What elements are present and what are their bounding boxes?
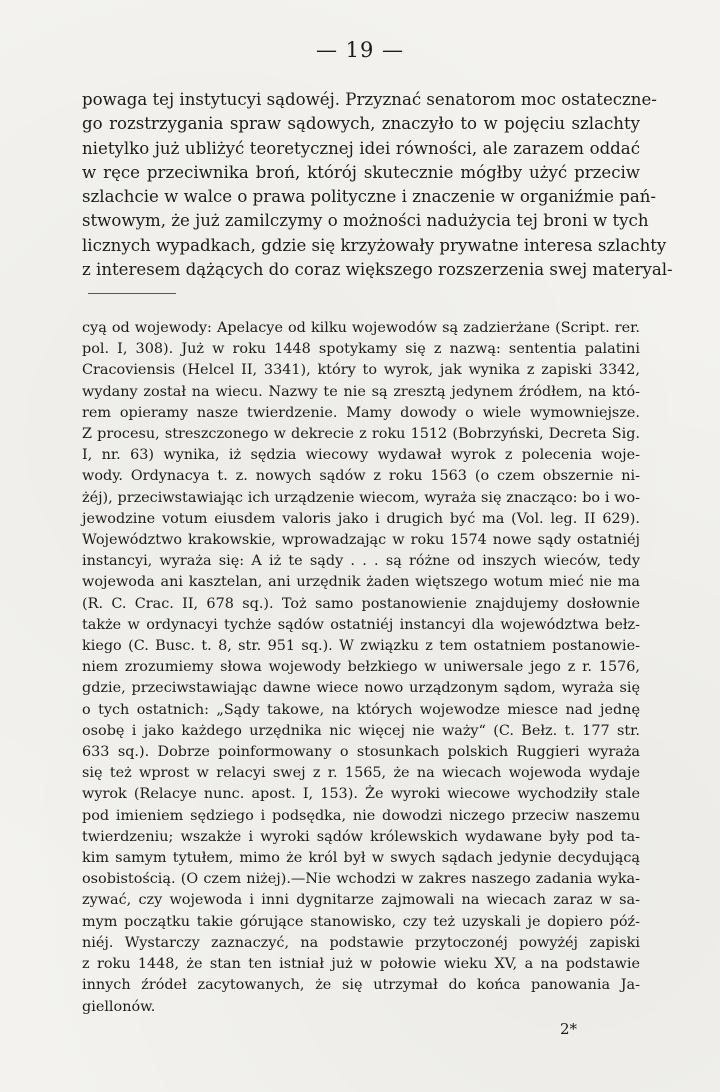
footnote-line: pol. I, 308). Już w roku 1448 spotykamy się z nazwą: sententia palatini bbox=[82, 341, 640, 358]
footnote-line: Z procesu, streszczonego w dekrecie z roku 1512 (Bobrzyński, Decreta Sig. bbox=[82, 426, 640, 443]
footnote-line: niéj. Wystarczy zaznaczyć, na podstawie przytoczonéj powyżéj zapiski bbox=[82, 934, 640, 951]
footnote-line: osobistością. (O czem niżej).—Nie wchodzi w zakres naszego zadania wyka- bbox=[82, 871, 640, 888]
footnote-line: pod imieniem sędziego i podsędka, nie dowodzi niczego przeciw naszemu bbox=[82, 807, 640, 824]
main-text-line: licznych wypadkach, gdzie się krzyżowały prywatne interesa szlachty bbox=[82, 235, 667, 255]
footnote-line: rem opieramy nasze twierdzenie. Mamy dowody o wiele wymowniejsze. bbox=[82, 404, 640, 421]
footnote-line: (R. C. Crac. II, 678 sq.). Toż samo postanowienie znajdujemy dosłownie bbox=[82, 595, 640, 612]
footnote-line: osobę i jako każdego urzędnika nic więcej nie waży“ (C. Bełz. t. 177 str. bbox=[82, 722, 640, 739]
footnote-line: kiego (C. Busc. t. 8, str. 951 sq.). W związku z tem ostatniem postanowie- bbox=[82, 638, 640, 655]
footnote-line: o tych ostatnich: „Sądy takowe, na których wojewodze miesce nad jednę bbox=[82, 701, 640, 718]
main-text-line: nietylko już ubliżyć teoretycznej idei równości, ale zarazem oddać bbox=[82, 138, 640, 158]
main-text-block bbox=[82, 88, 673, 282]
footnote-line: instancyi, wyraża się: A iż te sądy . . . są różne od inszych wieców, tedy bbox=[82, 553, 640, 570]
footnote-line: cyą od wojewody: Apelacye od kilku wojewodów są zadzierżane (Script. rer. bbox=[82, 320, 640, 336]
signature-mark: 2* bbox=[560, 1020, 578, 1038]
footnote-line: Cracoviensis (Helcel II, 3341), który to wyrok, jak wynika z zapiski 3342, bbox=[82, 362, 640, 379]
footnote-separator bbox=[88, 293, 176, 294]
footnote-line: 633 sq.). Dobrze poinformowany o stosunkach polskich Ruggieri wyraża bbox=[82, 744, 640, 761]
footnote-line: innych źródeł zacytowanych, że się utrzymał do końca panowania Ja- bbox=[82, 977, 640, 994]
footnote-line: wojewoda ani kasztelan, ani urzędnik żaden więtszego wotum mieć nie ma bbox=[82, 574, 640, 591]
footnote-line: żéj), przeciwstawiając ich urządzenie wiecom, wyraża się znacząco: bo i wo- bbox=[82, 489, 640, 506]
main-text-line: szlachcie w walce o prawa polityczne i znaczenie w organiźmie pań- bbox=[82, 187, 657, 207]
footnote-line: wydany został na wiecu. Nazwy te nie są zresztą jedynem źródłem, na któ- bbox=[82, 383, 640, 400]
footnote-line: niem zrozumiemy słowa wojewody bełzkiego w uniwersale jego z r. 1576, bbox=[82, 659, 640, 676]
footnote-line: Województwo krakowskie, wprowadzając w roku 1574 nowe sądy ostatniéj bbox=[82, 532, 640, 549]
footnote-line: mym początku takie górujące stanowisko, czy też uzyskali je dopiero póź- bbox=[82, 913, 640, 930]
footnote-line: się też wprost w relacyi swej z r. 1565, że na wiecach wojewoda wydaje bbox=[82, 765, 640, 782]
main-text-line: powaga tej instytucyi sądowéj. Przyznać senatorom moc ostateczne- bbox=[82, 90, 657, 109]
main-text-line: stwowym, że już zamilczymy o możności nadużycia tej broni w tych bbox=[82, 211, 649, 231]
main-text-line: w ręce przeciwnika broń, którój skutecznie mógłby użyć przeciw bbox=[82, 162, 640, 182]
footnote-line: twierdzeniu; wszakże i wyroki sądów królewskich wydawane były pod ta- bbox=[82, 828, 640, 845]
footnote-line: wody. Ordynacya t. z. nowych sądów z roku 1563 (o czem obszernie ni- bbox=[82, 468, 640, 485]
footnote-line: jewodzine votum eiusdem valoris jako i drugich być ma (Vol. leg. II 629). bbox=[82, 510, 640, 527]
main-text-line: z interesem dążących do coraz większego rozszerzenia swej materyal- bbox=[82, 260, 673, 280]
footnote-block bbox=[82, 318, 640, 1018]
footnote-line: giellonów. bbox=[82, 998, 156, 1015]
main-text-line: go rozstrzygania spraw sądowych, znaczyło to w pojęciu szlachty bbox=[82, 114, 640, 134]
footnote-line: I, nr. 63) wynika, iż sędzia wiecowy wydawał wyrok z polecenia woje- bbox=[82, 447, 640, 464]
footnote-line: wyrok (Relacye nunc. apost. I, 153). Że wyroki wiecowe wychodziły stale bbox=[82, 786, 640, 803]
footnote-line: gdzie, przeciwstawiając dawne wiece nowo urządzonym sądom, wyraża się bbox=[82, 680, 640, 697]
page-number: — 19 — bbox=[315, 38, 405, 62]
footnote-line: kim samym tytułem, mimo że król był w swych sądach jedynie decydującą bbox=[82, 850, 640, 867]
footnote-line: z roku 1448, że stan ten istniał już w połowie wieku XV, a na podstawie bbox=[82, 956, 640, 973]
footnote-line: zywać, czy wojewoda i inni dygnitarze zajmowali na wiecach zaraz w sa- bbox=[82, 892, 640, 909]
footnote-line: także w ordynacyi tychże sądów ostatniéj instancyi dla województwa bełz- bbox=[82, 616, 640, 633]
